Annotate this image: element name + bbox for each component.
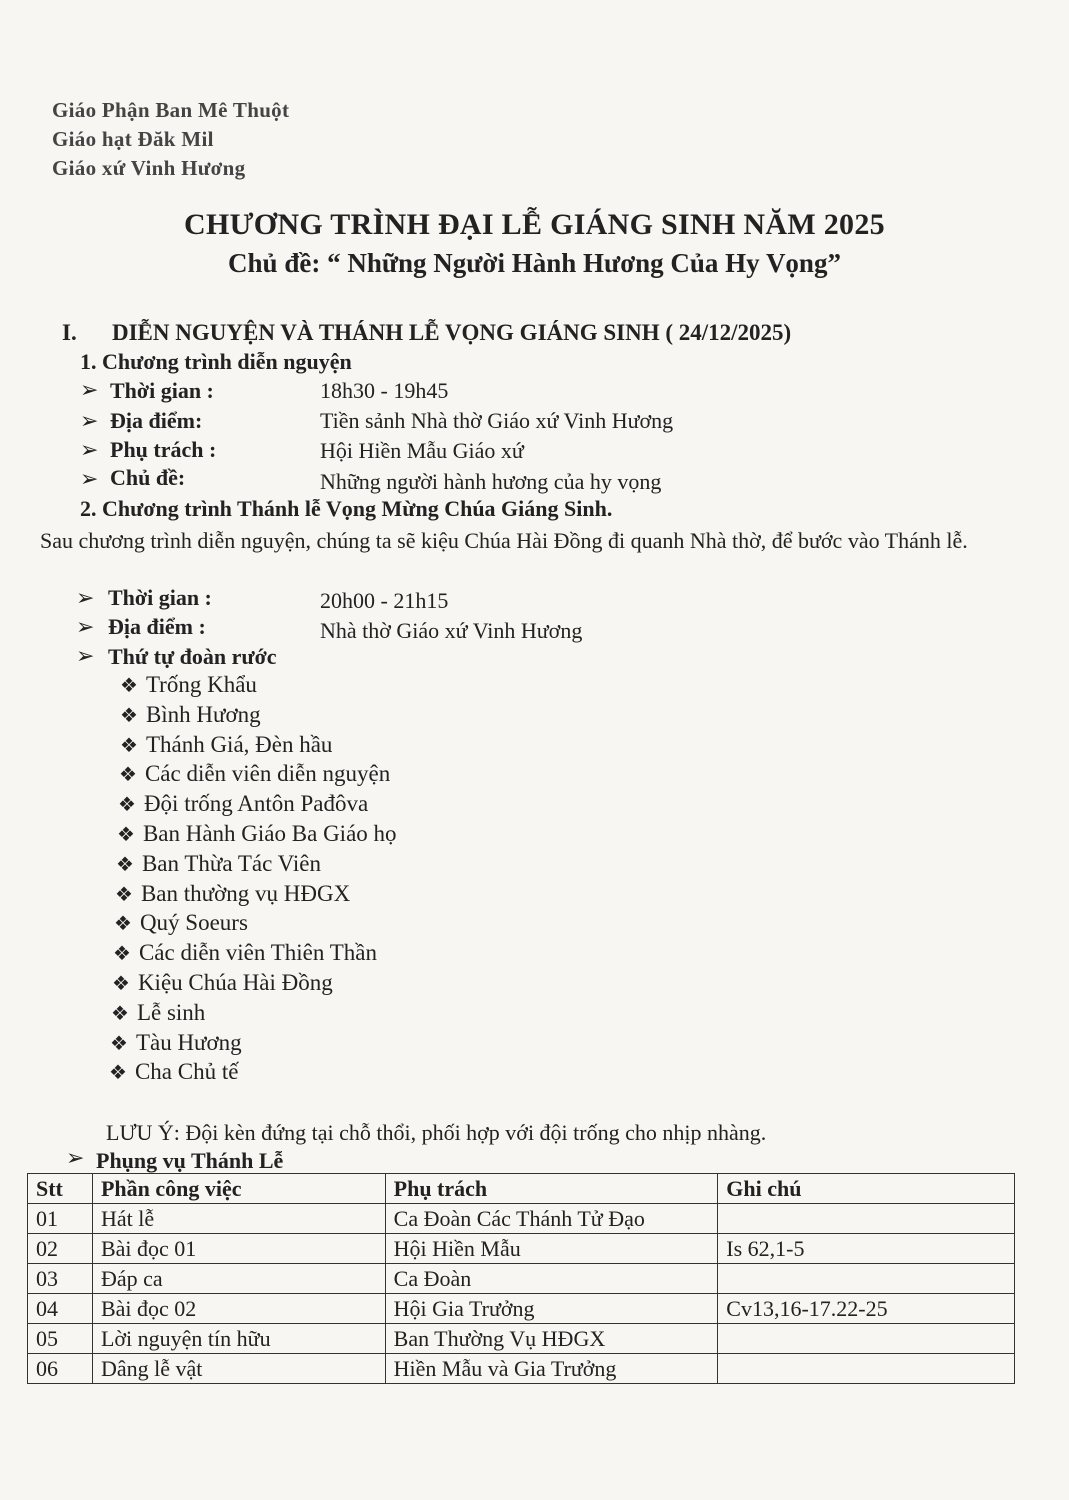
row-in-charge: Ca Đoàn: [385, 1264, 718, 1294]
section-number: I.: [62, 320, 77, 345]
time-label: Thời gian :: [110, 378, 214, 403]
table-row: [28, 1354, 1015, 1384]
arrow-bullet-icon: ➢: [76, 614, 95, 639]
diamond-bullet-icon: ❖: [110, 1032, 128, 1055]
procession-item-label: Tàu Hương: [135, 1029, 242, 1055]
diamond-bullet-icon: ❖: [114, 913, 132, 936]
in-charge-value: Hội Hiền Mẫu Giáo xứ: [320, 438, 524, 463]
procession-item: [116, 851, 321, 877]
procession-item: [119, 761, 390, 787]
mass-place-value: Nhà thờ Giáo xứ Vinh Hương: [320, 618, 583, 643]
procession-item: [110, 1030, 242, 1056]
row-notes: Cv13,16-17.22-25: [718, 1294, 1015, 1324]
place-label: Địa điểm:: [110, 408, 203, 433]
procession-item-label: Cha Chủ tế: [134, 1059, 239, 1085]
procession-item-label: Các diễn viên Thiên Thần: [138, 940, 377, 966]
part2-intro: Sau chương trình diễn nguyện, chúng ta sẽ kiệu Chúa Hài Đồng đi quanh Nhà thờ, để bước vào Thánh lễ.: [40, 528, 968, 553]
table-row: [28, 1264, 1015, 1294]
document-subtitle: Chủ đề: “ Những Người Hành Hương Của Hy Vọng”: [228, 248, 841, 278]
duties-table: [27, 1173, 1015, 1384]
row-task: Đáp ca: [92, 1264, 385, 1294]
diamond-bullet-icon: ❖: [112, 973, 130, 995]
procession-item-label: Trống Khẩu: [145, 672, 257, 697]
diamond-bullet-icon: ❖: [116, 853, 134, 876]
parish-line: Giáo xứ Vinh Hương: [52, 156, 246, 180]
table-row: [28, 1324, 1015, 1354]
arrow-bullet-icon: ➢: [66, 1145, 85, 1170]
row-stt: 03: [28, 1264, 93, 1294]
mass-time-value: 20h00 - 21h15: [320, 588, 449, 613]
part1-heading: 1. Chương trình diễn nguyện: [80, 349, 352, 374]
row-in-charge: Hội Gia Trưởng: [385, 1294, 718, 1324]
row-stt: 01: [28, 1204, 93, 1234]
procession-item-label: Đội trống Antôn Pađôva: [143, 791, 369, 817]
procession-item: [117, 821, 397, 847]
procession-item-label: Thánh Giá, Đèn hầu: [145, 731, 333, 757]
row-in-charge: Ban Thường Vụ HĐGX: [385, 1324, 718, 1354]
header-notes: Ghi chú: [718, 1174, 1015, 1204]
diamond-bullet-icon: ❖: [115, 883, 133, 906]
diamond-bullet-icon: ❖: [111, 1002, 129, 1025]
place-value: Tiền sảnh Nhà thờ Giáo xứ Vinh Hương: [320, 408, 674, 433]
row-task: Bài đọc 02: [92, 1294, 385, 1324]
diamond-bullet-icon: ❖: [118, 794, 136, 817]
arrow-bullet-icon: ➢: [76, 643, 95, 668]
header-task: Phần công việc: [92, 1174, 385, 1204]
arrow-bullet-icon: ➢: [80, 466, 99, 491]
mass-place-label: Địa điểm :: [108, 614, 206, 639]
diocese-line: Giáo Phận Ban Mê Thuột: [52, 98, 290, 122]
diamond-bullet-icon: ❖: [113, 943, 131, 966]
procession-item-label: Ban Thừa Tác Viên: [141, 850, 322, 876]
procession-item: [109, 1059, 238, 1085]
procession-item: [120, 672, 257, 698]
diamond-bullet-icon: ❖: [120, 734, 138, 757]
procession-item: [114, 910, 248, 936]
row-stt: 05: [28, 1324, 93, 1354]
diamond-bullet-icon: ❖: [109, 1062, 127, 1085]
arrow-bullet-icon: ➢: [80, 377, 99, 402]
mass-time-label: Thời gian :: [108, 585, 212, 610]
procession-item-label: Ban thường vụ HĐGX: [140, 880, 351, 906]
row-in-charge: Hiền Mẫu và Gia Trưởng: [385, 1354, 718, 1384]
header-in-charge: Phụ trách: [385, 1174, 718, 1204]
procession-item-label: Kiệu Chúa Hài Đồng: [137, 970, 333, 995]
section-heading: DIỄN NGUYỆN VÀ THÁNH LỄ VỌNG GIÁNG SINH ( 24/12/2025): [112, 320, 792, 345]
row-in-charge: Hội Hiền Mẫu: [385, 1234, 718, 1264]
arrow-bullet-icon: ➢: [76, 585, 95, 610]
row-task: Lời nguyện tín hữu: [92, 1324, 385, 1354]
procession-item: [120, 702, 261, 728]
row-in-charge: Ca Đoàn Các Thánh Tử Đạo: [385, 1204, 718, 1234]
diamond-bullet-icon: ❖: [117, 824, 135, 846]
diamond-bullet-icon: ❖: [119, 764, 137, 787]
service-label: Phụng vụ Thánh Lễ: [96, 1148, 284, 1173]
row-notes: [718, 1204, 1015, 1234]
procession-item: [118, 791, 368, 817]
deanery-line: Giáo hạt Đăk Mil: [52, 127, 214, 151]
in-charge-label: Phụ trách :: [110, 437, 217, 462]
procession-item-label: Lễ sinh: [136, 999, 206, 1025]
time-value: 18h30 - 19h45: [320, 378, 449, 403]
row-task: Hát lễ: [92, 1204, 385, 1234]
table-header-row: [28, 1174, 1015, 1204]
row-stt: 04: [28, 1294, 93, 1324]
row-task: Bài đọc 01: [92, 1234, 385, 1264]
table-row: [28, 1294, 1015, 1324]
row-stt: 06: [28, 1354, 93, 1384]
diamond-bullet-icon: ❖: [120, 704, 138, 727]
row-notes: [718, 1324, 1015, 1354]
theme-label: Chủ đề:: [110, 465, 186, 490]
procession-item-label: Bình Hương: [145, 701, 261, 727]
arrow-bullet-icon: ➢: [80, 437, 99, 462]
row-notes: [718, 1354, 1015, 1384]
procession-item: [113, 940, 377, 966]
procession-item: [111, 1000, 205, 1026]
procession-item-label: Các diễn viên diễn nguyện: [144, 761, 391, 787]
table-row: [28, 1234, 1015, 1264]
procession-item: [115, 881, 350, 907]
row-task: Dâng lễ vật: [92, 1354, 385, 1384]
arrow-bullet-icon: ➢: [80, 408, 99, 433]
document-title: CHƯƠNG TRÌNH ĐẠI LỄ GIÁNG SINH NĂM 2025: [184, 208, 885, 241]
note-text: LƯU Ý: Đội kèn đứng tại chỗ thổi, phối hợp với đội trống cho nhịp nhàng.: [106, 1120, 767, 1145]
procession-item: [112, 970, 333, 996]
procession-label: Thứ tự đoàn rước: [108, 644, 277, 669]
procession-item-label: Ban Hành Giáo Ba Giáo họ: [142, 821, 397, 846]
procession-item: [120, 732, 332, 758]
table-row: [28, 1204, 1015, 1234]
theme-value: Những người hành hương của hy vọng: [320, 469, 662, 494]
row-stt: 02: [28, 1234, 93, 1264]
row-notes: Is 62,1-5: [718, 1234, 1015, 1264]
header-stt: Stt: [28, 1174, 93, 1204]
part2-heading: 2. Chương trình Thánh lễ Vọng Mừng Chúa Giáng Sinh.: [80, 496, 613, 521]
diamond-bullet-icon: ❖: [120, 675, 138, 697]
row-notes: [718, 1264, 1015, 1294]
procession-item-label: Quý Soeurs: [139, 910, 248, 936]
